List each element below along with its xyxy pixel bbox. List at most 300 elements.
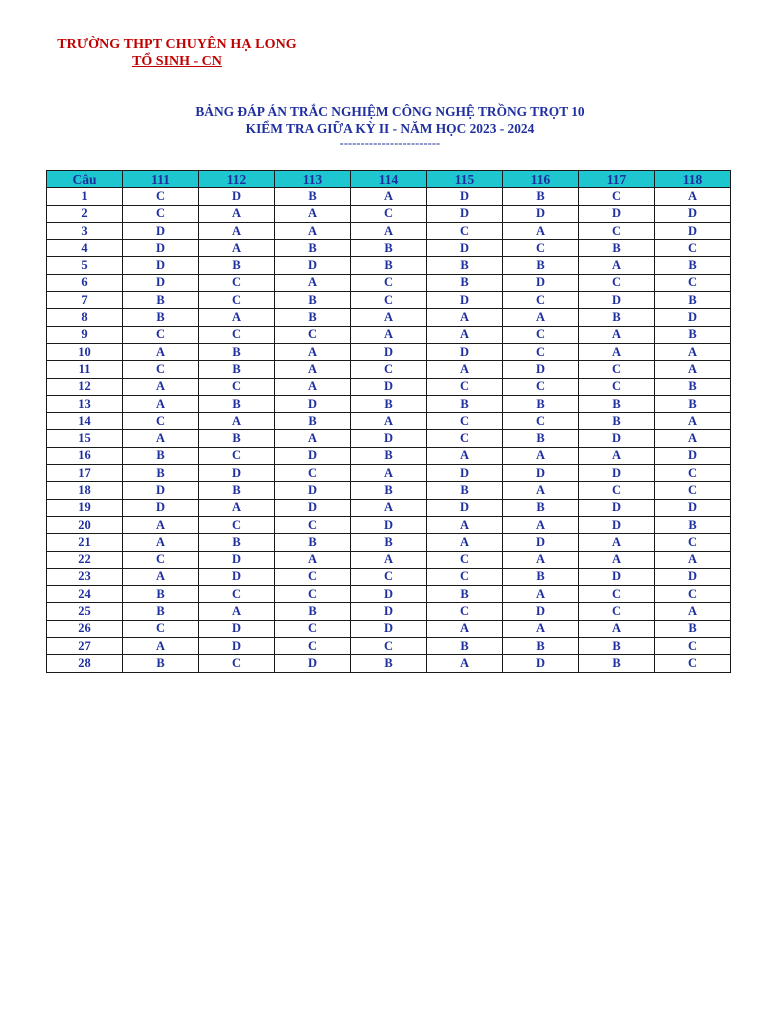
answer-key-table xyxy=(46,170,731,673)
answer-cell: C xyxy=(427,430,503,447)
answer-cell: C xyxy=(199,516,275,533)
answer-cell: B xyxy=(655,516,731,533)
answer-cell: B xyxy=(275,413,351,430)
answer-cell: A xyxy=(655,343,731,360)
answer-cell: B xyxy=(427,257,503,274)
answer-cell: D xyxy=(275,482,351,499)
answer-cell: A xyxy=(199,309,275,326)
answer-cell: C xyxy=(199,655,275,672)
answer-cell: D xyxy=(351,603,427,620)
answer-cell: C xyxy=(579,603,655,620)
table-row xyxy=(47,586,731,603)
answer-cell: A xyxy=(351,499,427,516)
answer-cell: C xyxy=(579,482,655,499)
answer-cell: A xyxy=(655,188,731,205)
header-exam-code: 116 xyxy=(503,171,579,188)
question-number: 15 xyxy=(47,430,123,447)
table-row xyxy=(47,465,731,482)
answer-cell: C xyxy=(579,378,655,395)
answer-cell: B xyxy=(199,257,275,274)
question-number: 8 xyxy=(47,309,123,326)
school-header xyxy=(46,36,308,70)
header-exam-code: 111 xyxy=(123,171,199,188)
answer-cell: C xyxy=(427,413,503,430)
table-row xyxy=(47,620,731,637)
school-name: TRƯỜNG THPT CHUYÊN HẠ LONG xyxy=(57,37,297,52)
question-number: 28 xyxy=(47,655,123,672)
answer-cell: C xyxy=(655,465,731,482)
question-number: 21 xyxy=(47,534,123,551)
answer-cell: A xyxy=(275,361,351,378)
answer-cell: D xyxy=(351,343,427,360)
question-number: 22 xyxy=(47,551,123,568)
header-row xyxy=(47,171,731,188)
answer-cell: D xyxy=(275,499,351,516)
answer-cell: C xyxy=(123,620,199,637)
answer-cell: B xyxy=(275,240,351,257)
question-number: 26 xyxy=(47,620,123,637)
answer-cell: D xyxy=(655,309,731,326)
answer-cell: D xyxy=(655,222,731,239)
answer-cell: B xyxy=(351,655,427,672)
answer-cell: B xyxy=(427,586,503,603)
answer-cell: A xyxy=(199,413,275,430)
answer-cell: C xyxy=(275,620,351,637)
answer-cell: D xyxy=(123,257,199,274)
answer-cell: D xyxy=(199,620,275,637)
answer-cell: B xyxy=(351,447,427,464)
answer-cell: B xyxy=(655,326,731,343)
question-number: 19 xyxy=(47,499,123,516)
answer-cell: D xyxy=(351,430,427,447)
table-row xyxy=(47,603,731,620)
answer-cell: D xyxy=(123,240,199,257)
answer-cell: B xyxy=(275,188,351,205)
question-number: 14 xyxy=(47,413,123,430)
answer-cell: C xyxy=(123,413,199,430)
answer-cell: B xyxy=(579,413,655,430)
question-number: 18 xyxy=(47,482,123,499)
question-number: 2 xyxy=(47,205,123,222)
answer-cell: B xyxy=(579,395,655,412)
table-row xyxy=(47,257,731,274)
answer-cell: B xyxy=(427,274,503,291)
answer-cell: C xyxy=(427,378,503,395)
header-exam-code: 118 xyxy=(655,171,731,188)
answer-cell: B xyxy=(655,395,731,412)
answer-cell: A xyxy=(503,222,579,239)
answer-cell: A xyxy=(503,516,579,533)
table-row xyxy=(47,534,731,551)
answer-cell: D xyxy=(503,603,579,620)
answer-cell: B xyxy=(123,447,199,464)
answer-cell: C xyxy=(351,292,427,309)
question-number: 10 xyxy=(47,343,123,360)
answer-cell: A xyxy=(503,551,579,568)
answer-cell: D xyxy=(427,188,503,205)
answer-cell: A xyxy=(123,430,199,447)
answer-cell: C xyxy=(655,655,731,672)
answer-cell: A xyxy=(275,205,351,222)
answer-cell: A xyxy=(275,430,351,447)
answer-cell: A xyxy=(655,551,731,568)
answer-cell: B xyxy=(351,534,427,551)
table-row xyxy=(47,326,731,343)
answer-cell: D xyxy=(655,205,731,222)
answer-cell: A xyxy=(275,343,351,360)
table-row xyxy=(47,638,731,655)
answer-cell: D xyxy=(655,568,731,585)
answer-cell: D xyxy=(503,465,579,482)
answer-cell: C xyxy=(275,516,351,533)
answer-cell: A xyxy=(503,620,579,637)
answer-cell: D xyxy=(427,499,503,516)
header-exam-code: 113 xyxy=(275,171,351,188)
answer-cell: A xyxy=(655,430,731,447)
answer-cell: C xyxy=(427,568,503,585)
answer-cell: D xyxy=(579,430,655,447)
table-row xyxy=(47,292,731,309)
answer-cell: C xyxy=(351,638,427,655)
answer-cell: C xyxy=(275,326,351,343)
answer-cell: A xyxy=(123,378,199,395)
answer-cell: C xyxy=(503,292,579,309)
answer-cell: A xyxy=(275,274,351,291)
answer-cell: A xyxy=(123,638,199,655)
answer-cell: B xyxy=(351,240,427,257)
answer-cell: D xyxy=(123,222,199,239)
answer-cell: A xyxy=(427,326,503,343)
table-body xyxy=(47,188,731,672)
answer-cell: C xyxy=(427,603,503,620)
answer-cell: A xyxy=(351,413,427,430)
answer-cell: C xyxy=(123,551,199,568)
header-exam-code: 117 xyxy=(579,171,655,188)
question-number: 12 xyxy=(47,378,123,395)
answer-cell: B xyxy=(123,465,199,482)
answer-cell: D xyxy=(123,482,199,499)
table-row xyxy=(47,240,731,257)
answer-cell: A xyxy=(351,222,427,239)
answer-cell: B xyxy=(351,395,427,412)
answer-cell: B xyxy=(199,395,275,412)
answer-cell: D xyxy=(351,516,427,533)
answer-cell: B xyxy=(503,499,579,516)
table-row xyxy=(47,205,731,222)
answer-cell: D xyxy=(503,361,579,378)
table-row xyxy=(47,413,731,430)
answer-cell: A xyxy=(199,222,275,239)
answer-cell: C xyxy=(579,222,655,239)
answer-cell: A xyxy=(655,603,731,620)
answer-cell: D xyxy=(275,257,351,274)
answer-cell: B xyxy=(123,603,199,620)
answer-cell: B xyxy=(199,482,275,499)
table-row xyxy=(47,222,731,239)
answer-cell: A xyxy=(275,378,351,395)
answer-cell: D xyxy=(503,534,579,551)
answer-cell: D xyxy=(199,568,275,585)
table-row xyxy=(47,361,731,378)
answer-cell: C xyxy=(199,292,275,309)
answer-cell: A xyxy=(351,309,427,326)
table-row xyxy=(47,343,731,360)
table-row xyxy=(47,568,731,585)
question-number: 9 xyxy=(47,326,123,343)
table-row xyxy=(47,482,731,499)
answer-cell: C xyxy=(427,222,503,239)
answer-cell: D xyxy=(579,568,655,585)
answer-cell: A xyxy=(427,655,503,672)
answer-cell: B xyxy=(275,292,351,309)
answer-cell: A xyxy=(579,551,655,568)
answer-cell: D xyxy=(655,499,731,516)
answer-cell: B xyxy=(655,620,731,637)
answer-cell: B xyxy=(503,568,579,585)
question-number: 16 xyxy=(47,447,123,464)
answer-cell: B xyxy=(123,292,199,309)
answer-cell: D xyxy=(199,465,275,482)
answer-cell: C xyxy=(579,586,655,603)
answer-cell: D xyxy=(427,240,503,257)
answer-cell: A xyxy=(427,361,503,378)
answer-cell: A xyxy=(579,620,655,637)
answer-cell: C xyxy=(275,465,351,482)
answer-cell: B xyxy=(275,603,351,620)
answer-cell: B xyxy=(503,638,579,655)
answer-cell: D xyxy=(579,516,655,533)
answer-cell: B xyxy=(427,638,503,655)
answer-cell: B xyxy=(199,361,275,378)
question-number: 23 xyxy=(47,568,123,585)
answer-cell: A xyxy=(275,222,351,239)
answer-cell: A xyxy=(199,205,275,222)
question-number: 20 xyxy=(47,516,123,533)
answer-cell: D xyxy=(351,586,427,603)
answer-cell: C xyxy=(275,568,351,585)
answer-cell: B xyxy=(123,309,199,326)
answer-cell: A xyxy=(199,499,275,516)
answer-cell: B xyxy=(579,638,655,655)
answer-cell: B xyxy=(199,534,275,551)
answer-cell: C xyxy=(199,447,275,464)
answer-cell: B xyxy=(275,534,351,551)
title-divider: ------------------------ xyxy=(339,136,441,150)
answer-cell: C xyxy=(351,361,427,378)
answer-cell: D xyxy=(199,638,275,655)
question-number: 1 xyxy=(47,188,123,205)
question-number: 4 xyxy=(47,240,123,257)
answer-cell: C xyxy=(503,240,579,257)
answer-cell: A xyxy=(199,603,275,620)
table-row xyxy=(47,447,731,464)
answer-cell: C xyxy=(275,586,351,603)
answer-cell: A xyxy=(351,326,427,343)
answer-cell: A xyxy=(503,482,579,499)
table-row xyxy=(47,395,731,412)
answer-cell: C xyxy=(579,274,655,291)
answer-cell: A xyxy=(579,534,655,551)
answer-cell: A xyxy=(427,534,503,551)
table-row xyxy=(47,430,731,447)
question-number: 25 xyxy=(47,603,123,620)
question-number: 13 xyxy=(47,395,123,412)
table-row xyxy=(47,655,731,672)
answer-cell: D xyxy=(579,292,655,309)
title-line-1: BẢNG ĐÁP ÁN TRẮC NGHIỆM CÔNG NGHỆ TRỒNG TRỌT 10 xyxy=(195,104,585,119)
table-row xyxy=(47,378,731,395)
answer-cell: C xyxy=(199,274,275,291)
answer-cell: D xyxy=(579,499,655,516)
answer-cell: B xyxy=(503,430,579,447)
answer-cell: C xyxy=(351,205,427,222)
answer-cell: B xyxy=(275,309,351,326)
answer-cell: C xyxy=(123,361,199,378)
answer-cell: D xyxy=(427,292,503,309)
answer-cell: D xyxy=(579,465,655,482)
answer-cell: A xyxy=(579,257,655,274)
question-number: 5 xyxy=(47,257,123,274)
answer-cell: B xyxy=(123,655,199,672)
answer-cell: A xyxy=(351,465,427,482)
table-row xyxy=(47,499,731,516)
answer-cell: C xyxy=(503,326,579,343)
answer-cell: B xyxy=(199,430,275,447)
answer-cell: D xyxy=(275,447,351,464)
title-line-2: KIỂM TRA GIỮA KỲ II - NĂM HỌC 2023 - 2024 xyxy=(245,121,535,136)
answer-cell: B xyxy=(579,309,655,326)
answer-cell: A xyxy=(579,343,655,360)
answer-cell: A xyxy=(579,326,655,343)
answer-cell: C xyxy=(199,586,275,603)
answer-cell: D xyxy=(123,274,199,291)
answer-cell: D xyxy=(427,465,503,482)
answer-cell: A xyxy=(275,551,351,568)
answer-cell: C xyxy=(655,240,731,257)
answer-cell: C xyxy=(199,326,275,343)
question-number: 11 xyxy=(47,361,123,378)
answer-cell: D xyxy=(503,205,579,222)
answer-cell: B xyxy=(351,482,427,499)
answer-cell: A xyxy=(351,188,427,205)
answer-cell: A xyxy=(123,395,199,412)
answer-cell: D xyxy=(199,188,275,205)
answer-cell: C xyxy=(351,274,427,291)
answer-cell: C xyxy=(655,274,731,291)
answer-cell: B xyxy=(503,395,579,412)
answer-cell: A xyxy=(123,568,199,585)
answer-cell: C xyxy=(579,188,655,205)
answer-cell: D xyxy=(427,205,503,222)
answer-cell: D xyxy=(199,551,275,568)
answer-cell: D xyxy=(351,378,427,395)
answer-cell: A xyxy=(123,516,199,533)
answer-cell: A xyxy=(427,516,503,533)
answer-cell: B xyxy=(123,586,199,603)
answer-cell: B xyxy=(655,292,731,309)
answer-cell: B xyxy=(199,343,275,360)
answer-cell: D xyxy=(351,620,427,637)
table-header xyxy=(47,171,731,188)
answer-cell: C xyxy=(123,188,199,205)
question-number: 3 xyxy=(47,222,123,239)
answer-cell: A xyxy=(503,309,579,326)
answer-cell: D xyxy=(427,343,503,360)
header-question: Câu xyxy=(47,171,123,188)
answer-cell: D xyxy=(275,655,351,672)
answer-cell: A xyxy=(427,447,503,464)
table-row xyxy=(47,516,731,533)
answer-cell: C xyxy=(503,413,579,430)
answer-cell: C xyxy=(655,534,731,551)
answer-cell: C xyxy=(275,638,351,655)
table-row xyxy=(47,188,731,205)
question-number: 6 xyxy=(47,274,123,291)
answer-cell: D xyxy=(275,395,351,412)
header-exam-code: 114 xyxy=(351,171,427,188)
table-row xyxy=(47,309,731,326)
answer-cell: B xyxy=(351,257,427,274)
answer-cell: D xyxy=(503,274,579,291)
department-name: TỔ SINH - CN xyxy=(132,54,222,69)
answer-cell: C xyxy=(579,361,655,378)
answer-cell: A xyxy=(351,551,427,568)
answer-cell: A xyxy=(503,447,579,464)
question-number: 27 xyxy=(47,638,123,655)
answer-cell: B xyxy=(503,257,579,274)
answer-cell: A xyxy=(427,309,503,326)
answer-cell: B xyxy=(579,240,655,257)
answer-cell: A xyxy=(123,343,199,360)
question-number: 7 xyxy=(47,292,123,309)
table-row xyxy=(47,274,731,291)
answer-cell: A xyxy=(655,413,731,430)
answer-cell: A xyxy=(427,620,503,637)
table-row xyxy=(47,551,731,568)
answer-cell: C xyxy=(655,482,731,499)
header-exam-code: 112 xyxy=(199,171,275,188)
document-title xyxy=(40,103,740,149)
question-number: 24 xyxy=(47,586,123,603)
answer-cell: B xyxy=(503,188,579,205)
answer-cell: D xyxy=(503,655,579,672)
answer-cell: C xyxy=(655,586,731,603)
answer-cell: A xyxy=(579,447,655,464)
answer-cell: D xyxy=(579,205,655,222)
answer-cell: C xyxy=(655,638,731,655)
answer-cell: A xyxy=(503,586,579,603)
answer-cell: C xyxy=(351,568,427,585)
question-number: 17 xyxy=(47,465,123,482)
answer-cell: B xyxy=(427,395,503,412)
answer-cell: B xyxy=(427,482,503,499)
answer-cell: C xyxy=(427,551,503,568)
answer-cell: B xyxy=(655,257,731,274)
answer-cell: A xyxy=(655,361,731,378)
answer-cell: C xyxy=(123,326,199,343)
answer-cell: D xyxy=(655,447,731,464)
answer-cell: B xyxy=(655,378,731,395)
answer-cell: A xyxy=(199,240,275,257)
answer-cell: D xyxy=(123,499,199,516)
answer-cell: C xyxy=(123,205,199,222)
answer-cell: C xyxy=(503,378,579,395)
answer-cell: B xyxy=(579,655,655,672)
answer-cell: C xyxy=(199,378,275,395)
answer-cell: C xyxy=(503,343,579,360)
header-exam-code: 115 xyxy=(427,171,503,188)
answer-cell: A xyxy=(123,534,199,551)
